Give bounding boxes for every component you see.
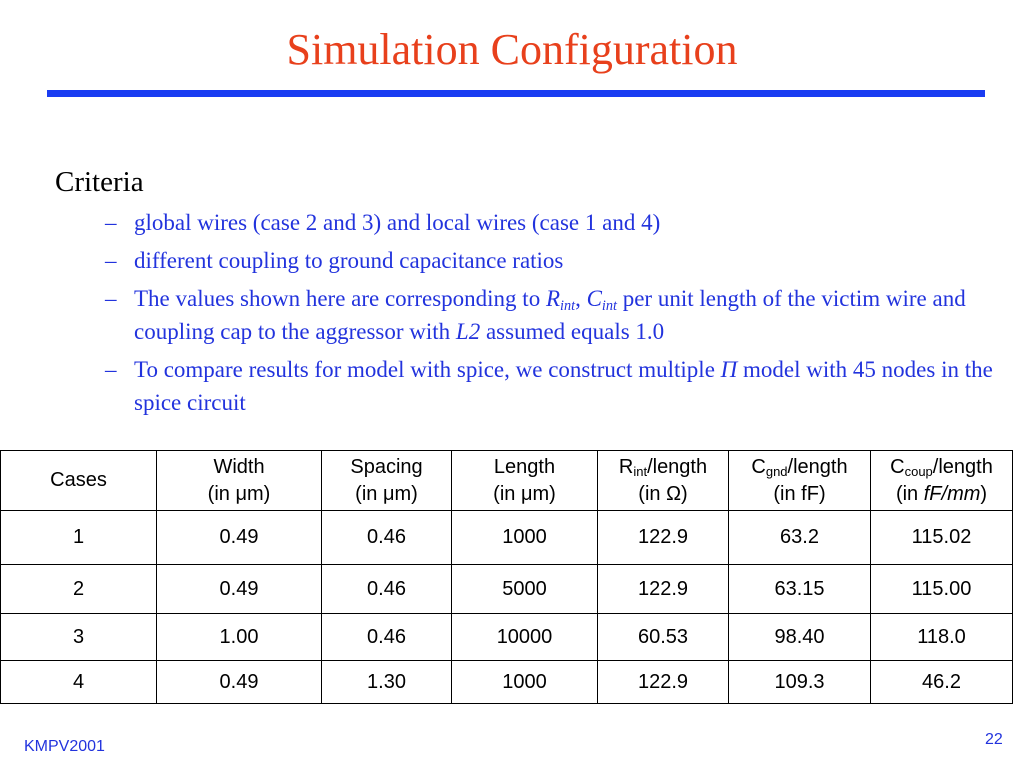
cell-spacing: 0.46	[322, 614, 452, 661]
cell-ccoup: 46.2	[871, 661, 1013, 704]
cell-ccoup: 115.02	[871, 511, 1013, 565]
header-rint: $R_{int}$/length (in Ω)	[598, 451, 729, 511]
page-number: 22	[985, 731, 1003, 748]
bullet-item	[105, 353, 995, 419]
table-row	[1, 614, 1013, 661]
title-underline	[47, 90, 985, 97]
cell-spacing: 0.46	[322, 565, 452, 614]
cell-width: 0.49	[157, 565, 322, 614]
footer-label: KMPV2001	[24, 738, 105, 755]
dash-marker: –	[105, 357, 117, 382]
cell-ccoup: 118.0	[871, 614, 1013, 661]
header-ccoup: $C_{coup}$/length (in fF/mm)	[871, 451, 1013, 511]
cell-rint: 122.9	[598, 511, 729, 565]
cell-width: 1.00	[157, 614, 322, 661]
bullet-text: different coupling to ground capacitance ratios	[134, 248, 564, 273]
bullet-text: per unit length of the victim wire and coupling cap to the aggressor with	[134, 286, 966, 344]
cell-cgnd: 63.15	[729, 565, 871, 614]
l2-symbol: L2	[455, 319, 481, 344]
bullet-text: To compare results for model with spice, we construct multiple	[134, 357, 721, 382]
bullet-item	[105, 206, 995, 239]
bullet-text: assumed equals 1.0	[480, 319, 665, 344]
cell-rint: 122.9	[598, 661, 729, 704]
table-row	[1, 661, 1013, 704]
cell-rint: 60.53	[598, 614, 729, 661]
cell-length: 1000	[452, 511, 598, 565]
cell-cgnd: 109.3	[729, 661, 871, 704]
cell-length: 5000	[452, 565, 598, 614]
cell-rint: 122.9	[598, 565, 729, 614]
table-row	[1, 565, 1013, 614]
cell-length: 10000	[452, 614, 598, 661]
cell-cgnd: 63.2	[729, 511, 871, 565]
c-int-symbol: $C_{int}$	[586, 286, 617, 314]
configuration-table	[0, 450, 1013, 704]
bullet-list	[105, 206, 995, 424]
cell-case: 2	[1, 565, 157, 614]
cell-width: 0.49	[157, 511, 322, 565]
header-cases: Cases	[1, 451, 157, 511]
header-spacing: Spacing (in μm)	[322, 451, 452, 511]
cell-spacing: 0.46	[322, 511, 452, 565]
section-heading: Criteria	[55, 166, 144, 198]
header-cgnd: $C_{gnd}$/length (in fF)	[729, 451, 871, 511]
cell-length: 1000	[452, 661, 598, 704]
r-int-symbol: $R_{int}$	[545, 286, 576, 314]
cell-case: 4	[1, 661, 157, 704]
cell-ccoup: 115.00	[871, 565, 1013, 614]
dash-marker: –	[105, 210, 117, 235]
cell-case: 3	[1, 614, 157, 661]
dash-marker: –	[105, 248, 117, 273]
bullet-item	[105, 244, 995, 277]
bullet-item	[105, 282, 995, 348]
bullet-text: model with 45 nodes in the spice circuit	[134, 357, 993, 415]
cell-spacing: 1.30	[322, 661, 452, 704]
slide-title: Simulation Configuration	[286, 25, 738, 74]
dash-marker: –	[105, 286, 117, 311]
header-width: Width (in μm)	[157, 451, 322, 511]
cell-cgnd: 98.40	[729, 614, 871, 661]
cell-width: 0.49	[157, 661, 322, 704]
table-header-row	[1, 451, 1013, 511]
header-length: Length (in μm)	[452, 451, 598, 511]
table-row	[1, 511, 1013, 565]
cell-case: 1	[1, 511, 157, 565]
pi-symbol: Π	[720, 357, 738, 382]
bullet-text: The values shown here are corresponding to	[134, 286, 546, 311]
bullet-text: global wires (case 2 and 3) and local wires (case 1 and 4)	[134, 210, 661, 235]
bullet-text: ,	[575, 286, 587, 311]
